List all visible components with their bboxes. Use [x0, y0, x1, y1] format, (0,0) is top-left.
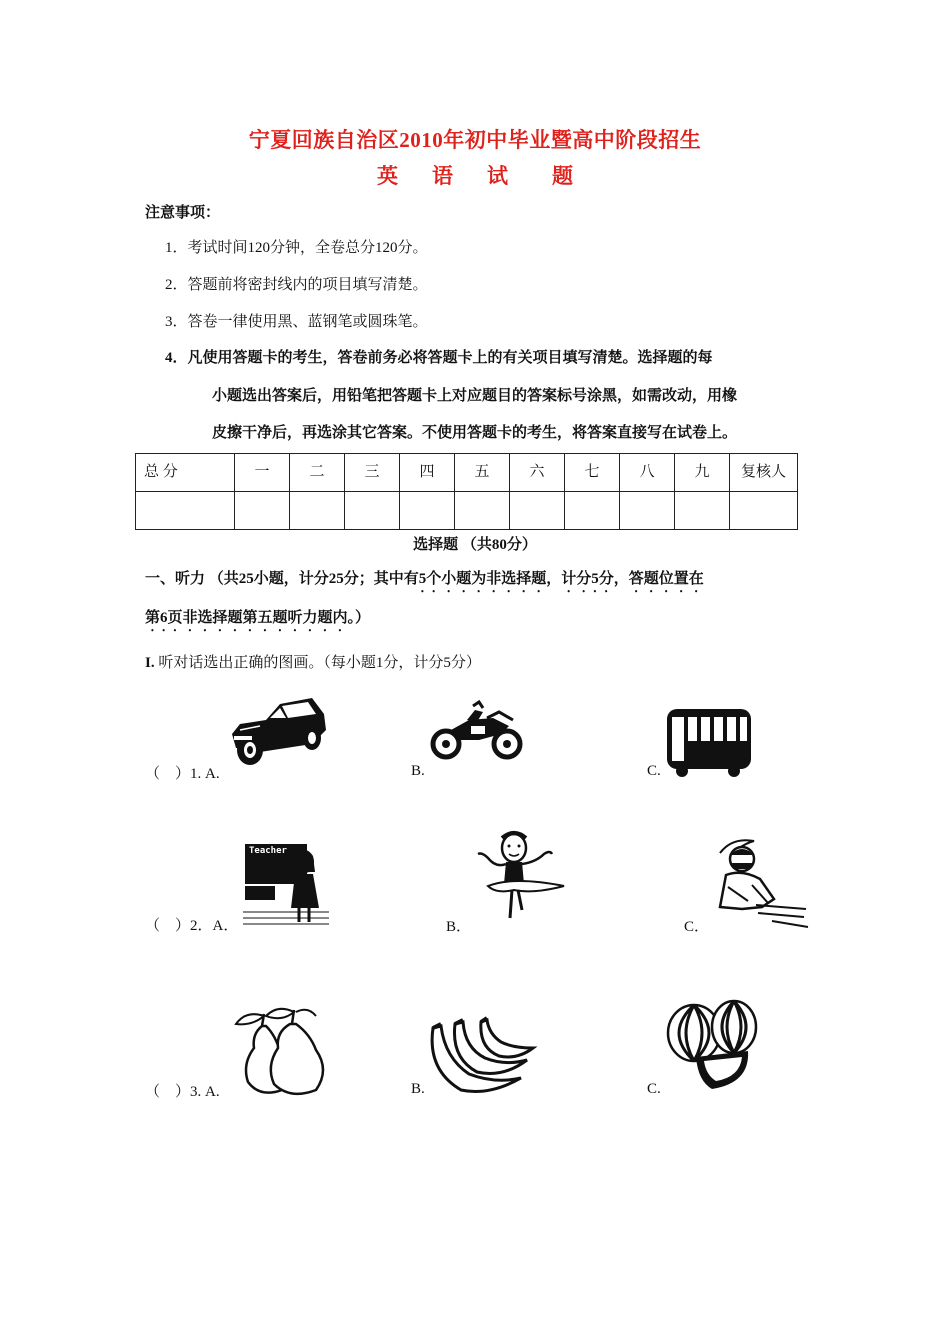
doctor-icon[interactable] [712, 835, 808, 929]
part-heading-continued [145, 606, 370, 635]
subsection-heading [145, 651, 481, 672]
score-entry-cell[interactable] [730, 492, 798, 530]
score-header-cell: 五 [455, 454, 510, 492]
part-heading [145, 567, 704, 596]
score-header-cell: 四 [400, 454, 455, 492]
score-header-cell: 七 [565, 454, 620, 492]
score-table-entry-row [136, 492, 798, 530]
score-entry-cell[interactable] [345, 492, 400, 530]
score-header-cell: 二 [290, 454, 345, 492]
score-header-cell: 六 [510, 454, 565, 492]
banana-icon[interactable] [425, 1018, 535, 1098]
exam-subtitle [0, 160, 950, 190]
score-header-cell: 一 [235, 454, 290, 492]
subtitle-char: 题 [552, 164, 573, 188]
subsection-text: 听对话选出正确的图画。（每小题1分，计分5分） [154, 655, 481, 671]
teacher-icon[interactable] [243, 842, 329, 928]
score-header-cell: 三 [345, 454, 400, 492]
score-header-cell: 八 [620, 454, 675, 492]
score-table-header-row [136, 454, 798, 492]
bus-icon[interactable] [664, 705, 754, 777]
score-entry-cell[interactable] [290, 492, 345, 530]
part-heading-text: 一、听力 （共25小题，计分25分；其中有 [145, 571, 419, 587]
question-prefix: （ ）3. A. [145, 1084, 220, 1100]
subtitle-char: 试 [487, 164, 508, 188]
notice-item: 4．凡使用答题卡的考生，答卷前务必将答题卡上的有关项目填写清楚。选择题的每 [165, 350, 713, 366]
board-label: Teacher [249, 846, 287, 856]
notice-item-continued: 小题选出答案后，用铅笔把答题卡上对应题目的答案标号涂黑，如需改动，用橡 [212, 388, 738, 404]
option-b-label: B. [411, 1081, 425, 1097]
score-entry-cell[interactable] [565, 492, 620, 530]
notice-item-continued: 皮擦干净后，再选涂其它答案。不使用答题卡的考生，将答案直接写在试卷上。 [212, 425, 738, 441]
notice-item: 2．答题前将密封线内的项目填写清楚。 [165, 277, 428, 293]
watermelon-icon[interactable] [664, 997, 760, 1093]
option-c-label: C. [647, 763, 661, 779]
subtitle-char: 英 [377, 164, 398, 188]
score-header-cell: 九 [675, 454, 730, 492]
option-b-label: B. [411, 763, 425, 779]
dancer-icon[interactable] [474, 828, 570, 924]
option-c-label: C． [684, 919, 710, 935]
notice-item: 1．考试时间120分钟，全卷总分120分。 [165, 240, 428, 256]
section-heading: 选择题 （共80分） [413, 537, 537, 553]
score-entry-cell[interactable] [620, 492, 675, 530]
score-entry-cell[interactable] [455, 492, 510, 530]
notice-heading: 注意事项： [145, 205, 221, 221]
part-heading-text: 。） [347, 610, 371, 626]
score-entry-cell[interactable] [400, 492, 455, 530]
question-prefix: （ ）2．A． [145, 918, 239, 934]
motorcycle-icon[interactable] [431, 700, 523, 762]
option-c-label: C. [647, 1081, 661, 1097]
score-table [135, 453, 798, 530]
part-heading-emphasis: 5个小题为非选择题，计分5分，答题位置在 [418, 571, 704, 587]
option-b-label: B． [446, 919, 472, 935]
car-icon[interactable] [226, 690, 330, 774]
pear-icon[interactable] [232, 1004, 332, 1098]
question-prefix: （ ）1. A. [145, 766, 220, 782]
score-entry-cell[interactable] [675, 492, 730, 530]
score-entry-cell[interactable] [136, 492, 235, 530]
score-entry-cell[interactable] [510, 492, 565, 530]
score-header-cell: 复核人 [730, 454, 798, 492]
subsection-number: I. [145, 655, 155, 671]
score-header-cell: 总 分 [136, 454, 235, 492]
exam-title: 宁夏回族自治区2010年初中毕业暨高中阶段招生 [248, 128, 702, 152]
notice-item: 3．答卷一律使用黑、蓝钢笔或圆珠笔。 [165, 314, 428, 330]
subtitle-char: 语 [432, 164, 453, 188]
part-heading-emphasis: 第6页非选择题第五题听力题内 [145, 610, 348, 626]
score-entry-cell[interactable] [235, 492, 290, 530]
